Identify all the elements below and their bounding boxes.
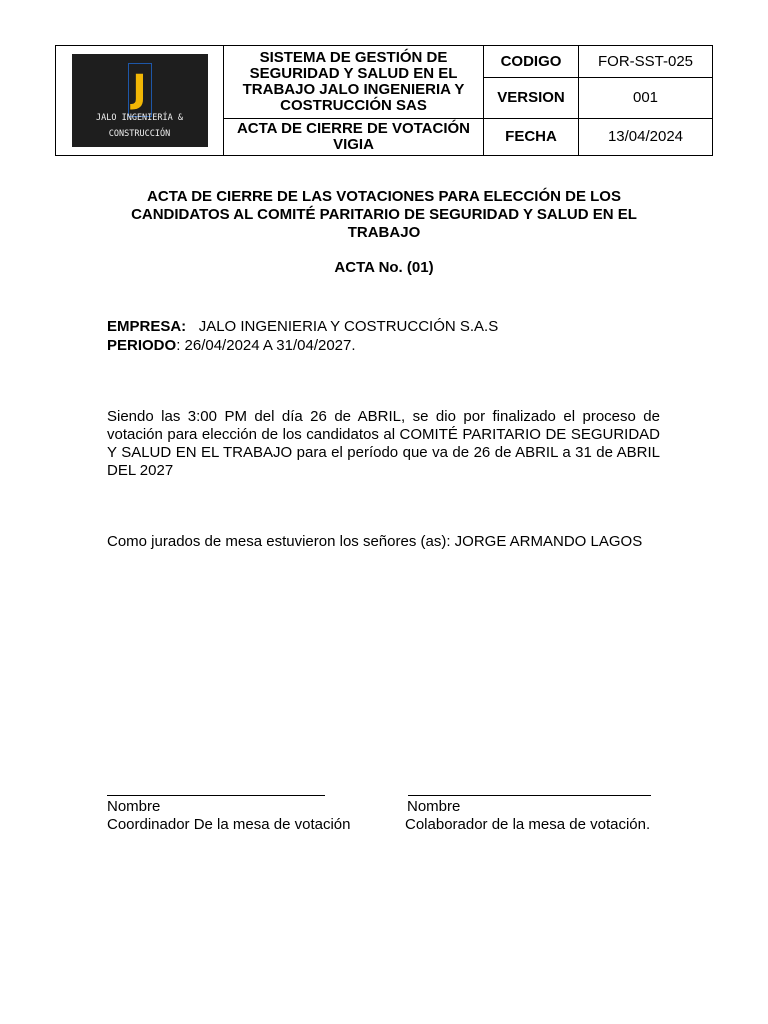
periodo-value: : 26/04/2024 A 31/04/2027. (176, 337, 356, 354)
act-number: ACTA No. (01) (334, 259, 434, 276)
document-header-table (55, 45, 713, 156)
logo-letter-j-icon: J (132, 67, 147, 111)
left-signature-line (107, 795, 325, 796)
logo-text: JALO INGENIERÍA & CONSTRUCCIÓN (96, 113, 183, 139)
empresa-label: EMPRESA: (107, 318, 187, 335)
document-title: ACTA DE CIERRE DE VOTACIÓN VIGIA (224, 119, 484, 156)
logo-cell (56, 46, 224, 156)
act-title: ACTA DE CIERRE DE LAS VOTACIONES PARA ELECCIÓN DE LOS CANDIDATOS AL COMITÉ PARITARIO DE SEGURIDAD Y SALUD EN EL TRABAJO (131, 188, 637, 241)
version-value: 001 (579, 78, 713, 119)
fecha-label: FECHA (484, 119, 579, 156)
version-label: VERSION (484, 78, 579, 119)
fecha-value: 13/04/2024 (579, 119, 713, 156)
codigo-value: FOR-SST-025 (579, 46, 713, 78)
left-signature-role: Coordinador De la mesa de votación (107, 816, 351, 833)
codigo-label: CODIGO (484, 46, 579, 78)
periodo-label: PERIODO (107, 337, 177, 354)
logo-frame (128, 63, 152, 117)
right-signature-line (408, 795, 651, 796)
empresa-value: JALO INGENIERIA Y COSTRUCCIÓN S.A.S (198, 318, 499, 335)
system-title: SISTEMA DE GESTIÓN DE SEGURIDAD Y SALUD EN EL TRABAJO JALO INGENIERIA Y COSTRUCCIÓN SAS (224, 46, 484, 119)
right-signature-name: Nombre (407, 798, 461, 815)
empresa-line (107, 318, 498, 336)
company-logo (72, 54, 208, 147)
periodo-line (107, 337, 356, 355)
right-signature-role: Colaborador de la mesa de votación. (405, 816, 651, 833)
left-signature-name: Nombre (107, 798, 161, 815)
closing-paragraph: Siendo las 3:00 PM del día 26 de ABRIL, se dio por finalizado el proceso de votación para elección de los candidatos al COMITÉ PARITARIO DE SEGURIDAD Y SALUD EN EL TRABAJO para el período que va de 26 de ABRIL a 31 de ABRIL DEL 2027 (107, 408, 660, 479)
jurados-line: Como jurados de mesa estuvieron los señores (as): JORGE ARMANDO LAGOS (107, 533, 643, 550)
